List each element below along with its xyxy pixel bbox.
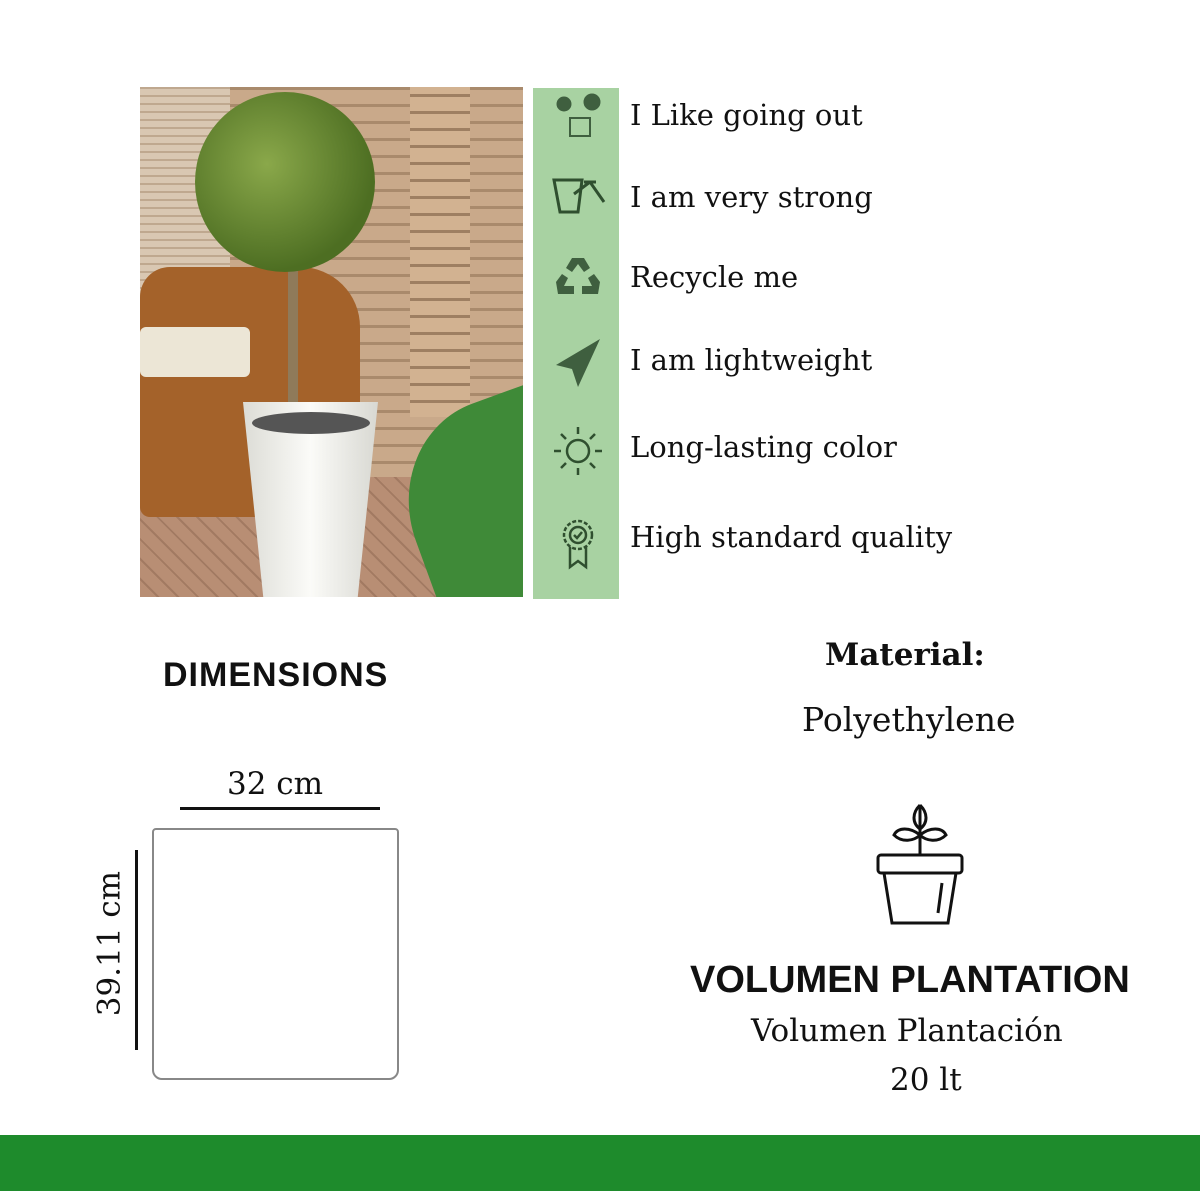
volume-subtitle: Volumen Plantación	[751, 1013, 1063, 1049]
plant-pot-icon	[870, 795, 970, 930]
feature-going-out: I Like going out	[630, 98, 863, 132]
width-label: 32 cm	[227, 766, 324, 802]
footer-band	[0, 1135, 1200, 1191]
height-line	[135, 850, 138, 1050]
paper-plane-icon	[548, 335, 608, 391]
quality-badge-icon	[548, 515, 608, 571]
volume-title: VOLUMEN PLANTATION	[690, 959, 1130, 1001]
width-line	[180, 807, 380, 810]
feature-strong: I am very strong	[630, 180, 873, 214]
volume-value: 20 lt	[890, 1062, 962, 1098]
strong-pot-icon	[548, 172, 608, 228]
material-label: Material:	[825, 637, 985, 673]
sun-icon	[548, 423, 608, 479]
feature-quality: High standard quality	[630, 520, 953, 554]
height-label: 39.11 cm	[91, 870, 128, 1017]
pot-outline	[152, 828, 399, 1080]
weather-thumbs-up-icon	[548, 90, 608, 146]
dimensions-title: DIMENSIONS	[163, 656, 389, 694]
feature-lightweight: I am lightweight	[630, 343, 873, 377]
material-value: Polyethylene	[802, 700, 1016, 739]
product-photo	[140, 87, 523, 597]
feature-color: Long-lasting color	[630, 430, 897, 464]
recycle-icon	[548, 252, 608, 308]
feature-recycle: Recycle me	[630, 260, 799, 294]
